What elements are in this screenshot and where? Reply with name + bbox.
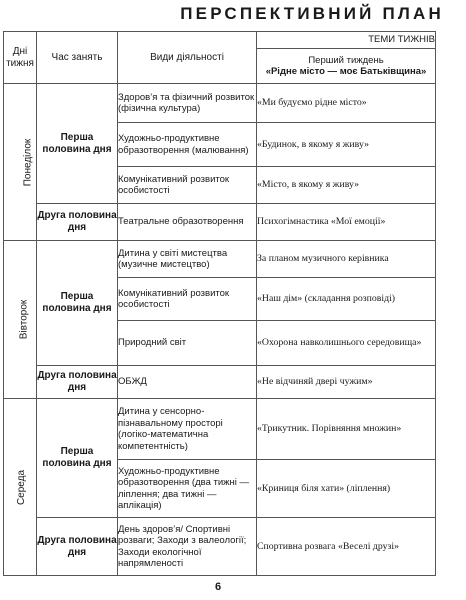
week-label: Перший тиждень <box>308 54 384 66</box>
theme-cell: «Не відчиняй двері чужим» <box>257 366 436 399</box>
theme-cell: «Трикутник. Порівняння множин» <box>257 399 436 460</box>
plan-table <box>3 31 436 576</box>
theme-cell: «Ми будуємо рідне місто» <box>257 84 436 123</box>
time-first-half: Перша половина дня <box>37 399 118 518</box>
theme-cell: «Криниця біля хати» (ліплення) <box>257 460 436 518</box>
activity-cell: Комунікативний розвиток особистості <box>118 167 257 204</box>
activity-cell: ОБЖД <box>118 366 257 399</box>
theme-cell: Спортивна розвага «Веселі друзі» <box>257 518 436 576</box>
activity-cell: Художньо-продуктивне образотворення (два тижні — ліплення; два тижні — аплікація) <box>118 460 257 518</box>
theme-cell: «Будинок, в якому я живу» <box>257 123 436 167</box>
activity-cell: Театральне образотворення <box>118 204 257 241</box>
theme-cell: Психогімнастика «Мої емоції» <box>257 204 436 241</box>
day-tuesday: Вівторок <box>4 241 37 399</box>
page-number: 6 <box>214 581 222 593</box>
header-week <box>257 49 436 84</box>
page-title: ПЕРСПЕКТИВНИЙ ПЛАН <box>180 4 444 23</box>
activity-cell: Здоров’я та фізичний розвиток (фізична культура) <box>118 84 257 123</box>
theme-cell: За планом музичного керівника <box>257 241 436 278</box>
header-activities: Види діяльності <box>118 32 257 84</box>
theme-cell: «Охорона навколишнього середовища» <box>257 321 436 366</box>
time-first-half: Перша половина дня <box>37 84 118 204</box>
activity-cell: Художньо-продуктивне образотворення (малювання) <box>118 123 257 167</box>
time-second-half: Друга половина дня <box>37 518 118 576</box>
activity-cell: Комунікативний розвиток особистості <box>118 278 257 321</box>
activity-cell: Дитина у світі мистецтва (музичне мистецтво) <box>118 241 257 278</box>
header-themes: ТЕМИ ТИЖНІВ <box>257 32 436 49</box>
theme-cell: «Наш дім» (складання розповіді) <box>257 278 436 321</box>
activity-cell: Дитина у сенсорно-пізнавальному просторі (логіко-математична компетентність) <box>118 399 257 460</box>
activity-cell: Природний світ <box>118 321 257 366</box>
activity-cell: День здоров’я/ Спортивні розваги; Заходи з валеології; Заходи екологічної напрямленості <box>118 518 257 576</box>
time-second-half: Друга половина дня <box>37 366 118 399</box>
day-wednesday: Середа <box>4 399 37 576</box>
time-first-half: Перша половина дня <box>37 241 118 366</box>
day-monday: Понеділок <box>4 84 37 241</box>
time-second-half: Друга половина дня <box>37 204 118 241</box>
week-name: «Рідне місто — моє Батьківщина» <box>265 66 427 77</box>
header-time: Час занять <box>37 32 118 84</box>
header-days: Дні тижня <box>4 32 37 84</box>
theme-cell: «Місто, в якому я живу» <box>257 167 436 204</box>
